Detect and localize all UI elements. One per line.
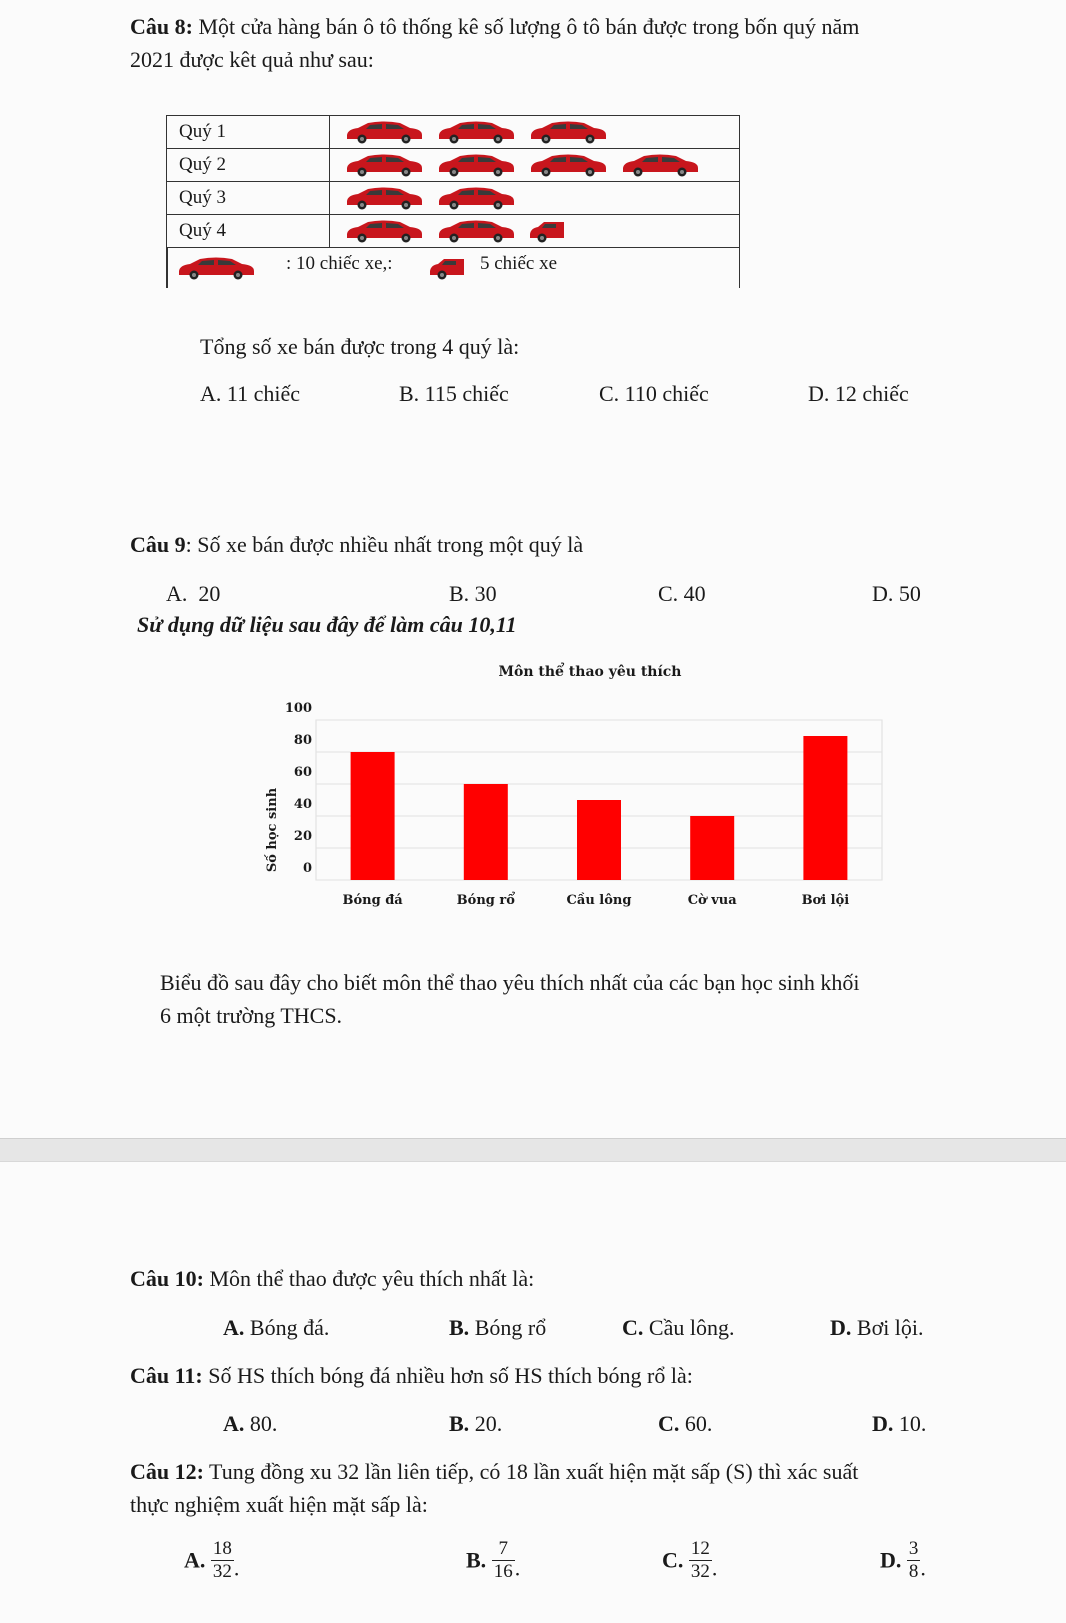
quarter-label: Quý 4 xyxy=(167,215,330,248)
car-icons xyxy=(330,215,740,248)
option-text: Cầu lông. xyxy=(643,1315,735,1340)
q11-option-c xyxy=(658,1411,712,1437)
x-tick-label: Bóng rổ xyxy=(456,893,515,908)
q9-text xyxy=(130,532,583,558)
q11-option-b xyxy=(449,1411,502,1437)
option-key: B. xyxy=(449,1315,470,1340)
q9-question: : Số xe bán được nhiều nhất trong một quý là xyxy=(185,532,584,557)
table-row xyxy=(167,182,740,215)
car-icon xyxy=(528,153,608,177)
q10-question: Môn thể thao được yêu thích nhất là: xyxy=(203,1266,535,1291)
car-icon xyxy=(344,186,424,210)
option-key: A. xyxy=(223,1411,245,1436)
fraction-denominator: 32 xyxy=(690,1560,710,1582)
half-car-icon xyxy=(528,219,566,243)
bar-Bóng đá xyxy=(351,752,395,880)
y-tick-label: 0 xyxy=(302,861,312,876)
car-icon xyxy=(344,219,424,243)
pictograph-legend xyxy=(166,248,740,288)
q12-option-a: A. $\frac{18}{32}$ . xyxy=(184,1538,240,1582)
bar-chart xyxy=(230,652,930,952)
fraction-numerator: 7 xyxy=(492,1538,515,1561)
option-text: 10. xyxy=(893,1411,927,1436)
q9-option-b: B. 30 xyxy=(449,581,497,606)
car-icons xyxy=(330,149,740,182)
q8-prompt: Tổng số xe bán được trong 4 quý là: xyxy=(200,334,520,359)
option-text: Bóng rổ xyxy=(469,1315,547,1340)
x-tick-label: Cờ vua xyxy=(687,893,737,908)
fraction xyxy=(689,1538,712,1583)
car-icon xyxy=(436,153,516,177)
pictograph-table xyxy=(166,115,740,288)
q9-option-d: D. 50 xyxy=(872,581,921,606)
fraction xyxy=(492,1538,515,1583)
q10-option-c xyxy=(622,1315,734,1341)
q12-question: Tung đồng xu 32 lần liên tiếp, có 18 lần xuất hiện mặt sấp (S) thì xác suất xyxy=(203,1459,859,1484)
q11-option-d xyxy=(872,1411,926,1437)
x-tick-label: Bơi lội xyxy=(801,893,850,908)
option-key: A. xyxy=(184,1547,206,1573)
option-text: 20. xyxy=(469,1411,503,1436)
bar-Cờ vua xyxy=(690,816,734,880)
fraction xyxy=(907,1538,921,1583)
y-tick-label: 60 xyxy=(293,765,312,780)
y-tick-label: 40 xyxy=(293,797,312,812)
q10-option-d xyxy=(830,1315,924,1341)
x-tick-label: Cầu lông xyxy=(566,893,632,908)
q12-text-line1 xyxy=(130,1459,858,1485)
car-icon xyxy=(436,186,516,210)
instruction: Sử dụng dữ liệu sau đây để làm câu 10,11 xyxy=(137,612,517,637)
q8-option-c: C. 110 chiếc xyxy=(599,381,709,406)
q8-text-line2: 2021 được kêt quả như sau: xyxy=(130,47,374,72)
q8-option-a: A. 11 chiếc xyxy=(200,381,300,406)
option-key: C. xyxy=(662,1547,684,1573)
chart-caption-line2: 6 một trường THCS. xyxy=(160,1003,343,1028)
quarter-label: Quý 1 xyxy=(167,116,330,149)
q10-option-b xyxy=(449,1315,546,1341)
y-tick-label: 100 xyxy=(284,701,312,716)
q8-option-d: D. 12 chiếc xyxy=(808,381,909,406)
q11-text xyxy=(130,1363,693,1389)
option-text: Bơi lội. xyxy=(851,1315,924,1340)
option-key: D. xyxy=(880,1547,902,1573)
car-icon xyxy=(436,120,516,144)
car-icons xyxy=(330,116,740,149)
car-icon xyxy=(176,256,256,280)
table-row xyxy=(167,215,740,248)
table-row xyxy=(167,149,740,182)
option-key: C. xyxy=(658,1411,680,1436)
q8-label: Câu 8: xyxy=(130,14,193,39)
car-icons xyxy=(330,182,740,215)
q8-question: Một cửa hàng bán ô tô thống kê số lượng ô tô bán được trong bốn quý năm xyxy=(192,14,860,39)
x-tick-label: Bóng đá xyxy=(342,893,403,908)
fraction xyxy=(211,1538,234,1583)
car-icon xyxy=(436,219,516,243)
fraction-numerator: 3 xyxy=(908,1538,919,1559)
q8-text-line1 xyxy=(130,14,859,40)
car-icon xyxy=(344,120,424,144)
q11-option-a xyxy=(223,1411,277,1437)
legend-full-text: : 10 chiếc xe,: xyxy=(286,253,393,274)
page-divider xyxy=(0,1138,1066,1162)
q9-label: Câu 9 xyxy=(130,532,186,557)
fraction-denominator: 32 xyxy=(212,1560,232,1582)
bar-Cầu lông xyxy=(577,800,621,880)
q8-option-b: B. 115 chiếc xyxy=(399,381,509,406)
option-text: 60. xyxy=(679,1411,713,1436)
q12-option-b: B. $\frac{7}{16}$ . xyxy=(466,1538,521,1582)
q12-option-d: D. $\frac{3}{8}$ . xyxy=(880,1538,926,1582)
option-key: D. xyxy=(830,1315,852,1340)
option-text: Bóng đá. xyxy=(244,1315,330,1340)
q12-text-line2: thực nghiệm xuất hiện mặt sấp là: xyxy=(130,1492,428,1517)
fraction-denominator: 8 xyxy=(908,1560,919,1582)
chart-ylabel: Số học sinh xyxy=(265,787,280,873)
q12-option-c: C. $\frac{12}{32}$ . xyxy=(662,1538,718,1582)
q10-text xyxy=(130,1266,534,1292)
bar-Bơi lội xyxy=(803,736,847,880)
q10-option-a xyxy=(223,1315,329,1341)
quarter-label: Quý 3 xyxy=(167,182,330,215)
q11-label: Câu 11: xyxy=(130,1363,203,1388)
car-icon xyxy=(620,153,700,177)
car-icon xyxy=(528,120,608,144)
q9-option-c: C. 40 xyxy=(658,581,706,606)
chart-title: Môn thể thao yêu thích xyxy=(498,664,682,680)
q11-question: Số HS thích bóng đá nhiều hơn số HS thích bóng rổ là: xyxy=(202,1363,693,1388)
q12-label: Câu 12: xyxy=(130,1459,204,1484)
y-tick-label: 80 xyxy=(293,733,312,748)
option-key: C. xyxy=(622,1315,644,1340)
fraction-numerator: 18 xyxy=(212,1538,232,1559)
q10-label: Câu 10: xyxy=(130,1266,204,1291)
option-key: A. xyxy=(223,1315,245,1340)
quarter-label: Quý 2 xyxy=(167,149,330,182)
car-icon xyxy=(344,153,424,177)
half-car-icon xyxy=(428,256,466,280)
fraction-numerator: 12 xyxy=(690,1538,710,1559)
legend-half-text: 5 chiếc xe xyxy=(480,253,558,274)
option-key: D. xyxy=(872,1411,894,1436)
option-text: 80. xyxy=(244,1411,278,1436)
option-key: B. xyxy=(449,1411,470,1436)
y-tick-label: 20 xyxy=(293,829,312,844)
fraction-denominator: 16 xyxy=(493,1560,513,1582)
q9-option-a: A. 20 xyxy=(166,581,221,606)
option-key: B. xyxy=(466,1547,487,1573)
table-row xyxy=(167,116,740,149)
bar-Bóng rổ xyxy=(464,784,508,880)
chart-caption-line1: Biểu đồ sau đây cho biết môn thể thao yêu thích nhất của các bạn học sinh khối xyxy=(160,970,860,995)
